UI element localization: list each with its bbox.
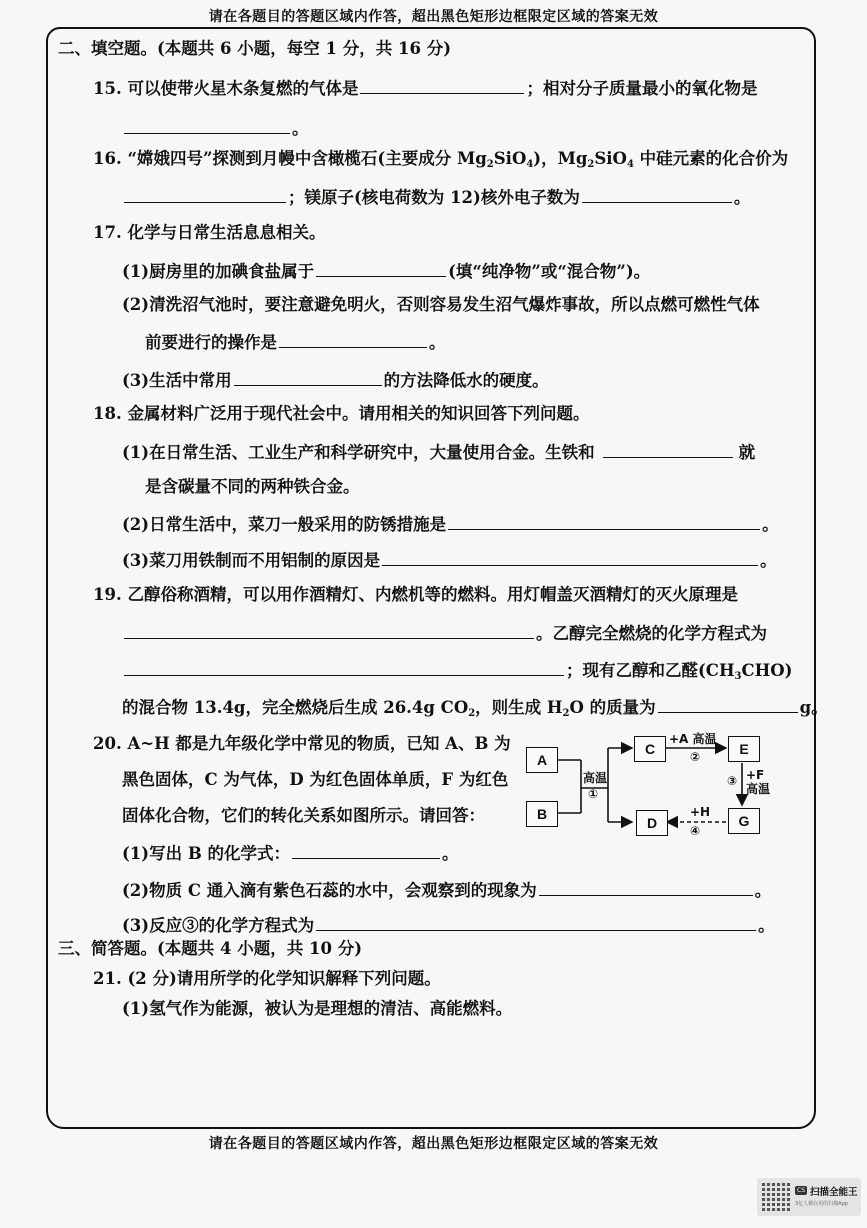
q16-text-e: 中硅元素的化合价为 bbox=[633, 149, 789, 168]
q19-text-d3: O 的质量为 bbox=[569, 698, 656, 717]
q16-period: 。 bbox=[733, 188, 751, 207]
q18-p3-period: 。 bbox=[760, 551, 777, 570]
q18-p1-tail: 就 bbox=[738, 443, 756, 462]
q18-part1-line2: 是含碳量不同的两种铁合金。 bbox=[145, 477, 360, 496]
q19-line3 bbox=[122, 659, 792, 681]
q17-blank-3[interactable] bbox=[234, 369, 382, 386]
q16-blank-1[interactable] bbox=[124, 186, 286, 203]
cond4-number: ④ bbox=[690, 824, 701, 838]
q21-part1: (1)氢气作为能源，被认为是理想的清洁、高能燃料。 bbox=[122, 999, 513, 1018]
q15-blank-1[interactable] bbox=[360, 77, 524, 94]
section2-title: 二、填空题。(本题共 6 小题，每空 1 分，共 16 分) bbox=[58, 39, 452, 58]
q20-diagram bbox=[524, 732, 784, 842]
q16-line2 bbox=[122, 186, 750, 208]
q17-p3-text: (3)生活中常用 bbox=[122, 371, 232, 390]
q20-blank-1[interactable] bbox=[292, 842, 440, 859]
cond2-label: +A 高温 bbox=[669, 732, 717, 746]
q18-part3 bbox=[122, 549, 777, 571]
q20-blank-2[interactable] bbox=[539, 879, 753, 896]
q18-title: 18. 金属材料广泛用于现代社会中。请用相关的知识回答下列问题。 bbox=[93, 404, 590, 423]
q18-p1-text: (1)在日常生活、工业生产和科学研究中，大量使用合金。生铁和 bbox=[122, 443, 595, 462]
q17-blank-2[interactable] bbox=[279, 331, 427, 348]
q20-p1-period: 。 bbox=[442, 844, 459, 863]
q19-blank-1[interactable] bbox=[124, 622, 534, 639]
cond4-label: +H bbox=[690, 805, 711, 819]
q16-text-b: SiO bbox=[493, 149, 527, 168]
q17-part2-line1: (2)清洗沼气池时，要注意避免明火，否则容易发生沼气爆炸事故，所以点燃可燃性气体 bbox=[122, 295, 760, 314]
answer-frame bbox=[46, 27, 828, 1129]
q15-period: 。 bbox=[292, 119, 309, 138]
cond3-number: ③ bbox=[727, 774, 738, 788]
q18-p2-period: 。 bbox=[762, 515, 779, 534]
scanner-watermark bbox=[757, 1178, 861, 1216]
cond2-number: ② bbox=[690, 750, 701, 764]
node-d: D bbox=[636, 810, 668, 836]
q17-p1-text: (1)厨房里的加碘食盐属于 bbox=[122, 262, 315, 281]
q16-sub3: 2 bbox=[587, 159, 595, 170]
q19-text-d: 的混合物 13.4g，完全燃烧后生成 26.4g CO bbox=[122, 698, 469, 717]
q20-part2 bbox=[122, 879, 771, 901]
q19-dsub: 2 bbox=[468, 708, 476, 719]
q17-p3-tail: 的方法降低水的硬度。 bbox=[383, 371, 549, 390]
top-notice: 请在各题目的答题区域内作答，超出黑色矩形边框限定区域的答案无效 bbox=[208, 9, 659, 25]
q15-line1 bbox=[93, 77, 757, 99]
q18-p2-text: (2)日常生活中，菜刀一般采用的防锈措施是 bbox=[122, 515, 447, 534]
q20-line1: 20. A~H 都是九年级化学中常见的物质，已知 A、B 为 bbox=[93, 734, 511, 753]
q20-line2: 黑色固体，C 为气体，D 为红色固体单质，F 为红色 bbox=[122, 770, 509, 789]
node-a: A bbox=[526, 747, 558, 773]
q15-text-b: ；相对分子质量最小的氧化物是 bbox=[526, 79, 758, 98]
q21-answer-area[interactable] bbox=[122, 1029, 802, 1115]
q16-text-a: 16. “嫦娥四号”探测到月幔中含橄榄石(主要成分 Mg bbox=[93, 149, 487, 168]
q19-line4 bbox=[122, 696, 828, 718]
cond1-label: 高温 bbox=[583, 771, 608, 785]
q17-part2-line2 bbox=[145, 331, 446, 353]
q18-blank-3[interactable] bbox=[382, 549, 758, 566]
q18-blank-1[interactable] bbox=[603, 441, 733, 458]
q19-line1: 19. 乙醇俗称酒精，可以用作酒精灯、内燃机等的燃料。用灯帽盖灭酒精灯的灭火原理是 bbox=[93, 585, 738, 604]
q19-csub: 3 bbox=[734, 671, 742, 682]
q16-blank-2[interactable] bbox=[582, 186, 732, 203]
q19-text-d2: ，则生成 H bbox=[475, 698, 563, 717]
node-b: B bbox=[526, 801, 558, 827]
q20-line3: 固体化合物，它们的转化关系如图所示。请回答： bbox=[122, 806, 485, 825]
q16-text-f: ；镁原子(核电荷数为 12)核外电子数为 bbox=[288, 188, 580, 207]
q20-p3-text: (3)反应③的化学方程式为 bbox=[122, 916, 315, 935]
q16-text-d: SiO bbox=[594, 149, 627, 168]
q20-p3-period: 。 bbox=[758, 916, 775, 935]
bottom-notice: 请在各题目的答题区域内作答，超出黑色矩形边框限定区域的答案无效 bbox=[208, 1136, 659, 1152]
section3-title: 三、简答题。(本题共 4 小题，共 10 分) bbox=[58, 939, 363, 958]
q19-blank-2[interactable] bbox=[124, 659, 564, 676]
node-g: G bbox=[728, 808, 760, 834]
q16-sub1: 2 bbox=[486, 159, 494, 170]
q15-blank-2[interactable] bbox=[124, 117, 290, 134]
qr-code-icon bbox=[762, 1183, 790, 1211]
q17-p1-hint: (填“纯净物”或“混合物”)。 bbox=[448, 262, 651, 281]
q20-part1 bbox=[122, 842, 459, 864]
q20-p2-period: 。 bbox=[754, 881, 772, 900]
q18-part1 bbox=[122, 441, 755, 463]
q18-p3-text: (3)菜刀用铁制而不用铝制的原因是 bbox=[122, 551, 381, 570]
q19-line2 bbox=[122, 622, 767, 644]
cond3-label: 高温 bbox=[746, 782, 771, 796]
q19-text-b: 。乙醇完全燃烧的化学方程式为 bbox=[536, 624, 767, 643]
q16-text-c: )，Mg bbox=[533, 149, 588, 168]
cond1-number: ① bbox=[588, 787, 599, 801]
q17-p2-period: 。 bbox=[429, 333, 446, 352]
q16-sub2: 4 bbox=[526, 159, 534, 170]
cs-logo-icon: CS bbox=[797, 1187, 805, 1194]
q20-p2-text: (2)物质 C 通入滴有紫色石蕊的水中，会观察到的现象为 bbox=[122, 881, 537, 900]
q17-title: 17. 化学与日常生活息息相关。 bbox=[93, 223, 326, 242]
q19-unit: g。 bbox=[799, 698, 828, 717]
q20-part3 bbox=[122, 914, 775, 936]
scanner-name: 扫描全能王 bbox=[810, 1187, 858, 1198]
q15-text-a: 15. 可以使带火星木条复燃的气体是 bbox=[93, 79, 359, 98]
q17-p2-text: 前要进行的操作是 bbox=[145, 333, 277, 352]
q16-line1 bbox=[93, 149, 788, 169]
q18-blank-2[interactable] bbox=[448, 513, 760, 530]
scanner-tagline: 3亿人都在用的扫描App bbox=[795, 1201, 848, 1207]
q19-dsub2: 2 bbox=[562, 708, 570, 719]
node-c: C bbox=[634, 736, 666, 762]
q17-blank-1[interactable] bbox=[316, 260, 446, 277]
q17-part3 bbox=[122, 369, 549, 391]
node-e: E bbox=[728, 736, 760, 762]
cond3-reagent: +F bbox=[746, 768, 765, 782]
q16-sub4: 4 bbox=[626, 159, 634, 170]
q19-blank-3[interactable] bbox=[658, 696, 798, 713]
q21-title: 21. (2 分)请用所学的化学知识解释下列问题。 bbox=[93, 969, 441, 988]
q19-text-c2: CHO) bbox=[741, 661, 793, 680]
q18-part2 bbox=[122, 513, 779, 535]
q20-p1-text: (1)写出 B 的化学式： bbox=[122, 844, 291, 863]
q15-line2 bbox=[122, 117, 309, 139]
q17-part1 bbox=[122, 260, 650, 282]
q19-text-c: ；现有乙醇和乙醛(CH bbox=[566, 661, 735, 680]
q20-blank-3[interactable] bbox=[316, 914, 756, 931]
